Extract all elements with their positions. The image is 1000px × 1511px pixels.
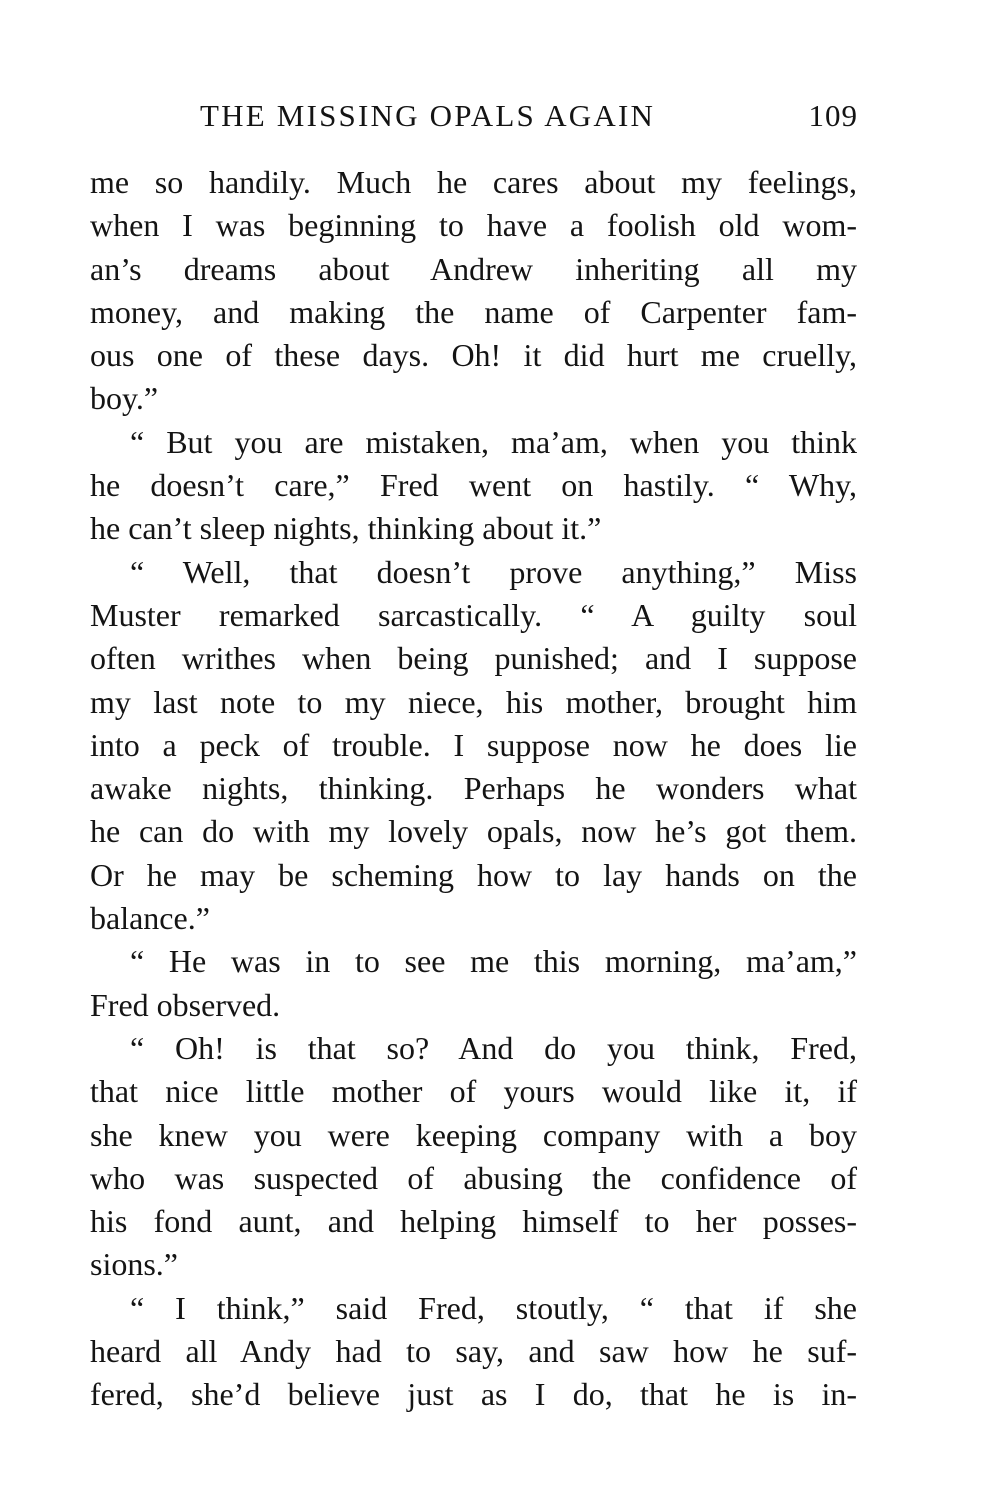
running-head: [90, 94, 860, 138]
text-line: sions.”: [90, 1246, 178, 1283]
text-line: into a peck of trouble. I suppose now he does lie: [90, 726, 857, 763]
text-line: heard all Andy had to say, and saw how he suf-: [90, 1333, 857, 1370]
text-line: “ Oh! is that so? And do you think, Fred,: [130, 1029, 857, 1066]
text-line: “ He was in to see me this morning, ma’am,”: [130, 943, 857, 980]
text-line: “ But you are mistaken, ma’am, when you think: [130, 423, 857, 460]
text-line: who was suspected of abusing the confidence of: [90, 1159, 857, 1196]
text-line: that nice little mother of yours would like it, if: [90, 1073, 857, 1110]
text-line: when I was beginning to have a foolish old wom-: [90, 207, 857, 244]
running-title: THE MISSING OPALS AGAIN: [200, 98, 656, 133]
text-line: my last note to my niece, his mother, brought him: [90, 683, 857, 720]
text-line: he doesn’t care,” Fred went on hastily. “ Why,: [90, 467, 857, 504]
body-text: [90, 161, 857, 1417]
text-line: boy.”: [90, 380, 159, 417]
text-line: “ I think,” said Fred, stoutly, “ that if she: [130, 1289, 857, 1326]
text-line: ous one of these days. Oh! it did hurt me cruelly,: [90, 337, 857, 374]
text-line: she knew you were keeping company with a boy: [90, 1116, 857, 1153]
text-line: “ Well, that doesn’t prove anything,” Miss: [130, 553, 857, 590]
text-line: money, and making the name of Carpenter fam-: [90, 293, 857, 330]
page-number: 109: [808, 98, 858, 133]
text-line: his fond aunt, and helping himself to her posses-: [90, 1203, 857, 1240]
text-line: me so handily. Much he cares about my feelings,: [90, 164, 857, 200]
text-line: often writhes when being punished; and I suppose: [90, 640, 857, 677]
text-line: an’s dreams about Andrew inheriting all my: [90, 250, 857, 287]
text-line: he can do with my lovely opals, now he’s got them.: [90, 813, 857, 850]
text-line: fered, she’d believe just as I do, that he is in-: [90, 1376, 857, 1413]
text-line: balance.”: [90, 900, 210, 937]
text-line: Fred observed.: [90, 986, 281, 1023]
text-line: he can’t sleep nights, thinking about it.”: [90, 510, 602, 547]
text-line: Muster remarked sarcastically. “ A guilty soul: [90, 596, 857, 633]
text-line: awake nights, thinking. Perhaps he wonders what: [90, 770, 857, 807]
text-line: Or he may be scheming how to lay hands on the: [90, 856, 857, 893]
